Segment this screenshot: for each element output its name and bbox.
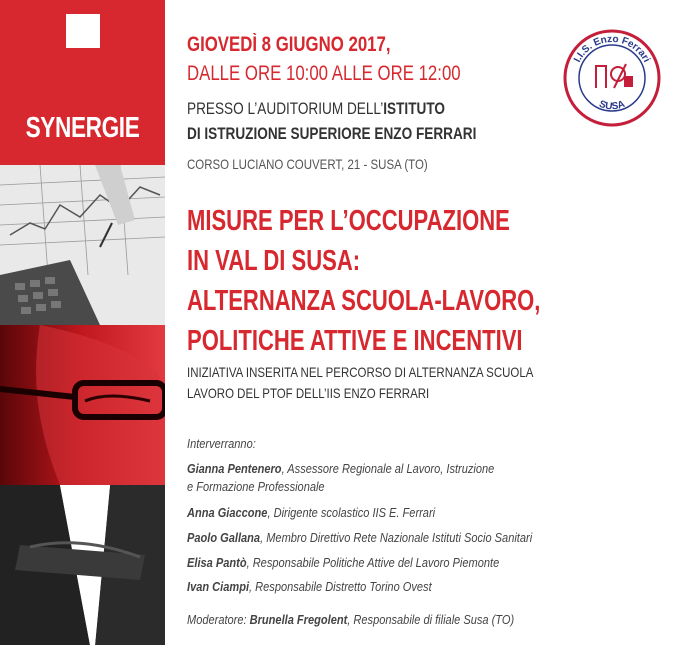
venue-bold: ISTITUTO: [383, 99, 445, 118]
speaker-row: [187, 555, 499, 570]
left-column: [0, 0, 165, 645]
speaker-role: , Dirigente scolastico IIS E. Ferrari: [267, 505, 436, 520]
logo-bottom-text: SUSA: [597, 98, 627, 113]
event-time: DALLE ORE 10:00 ALLE ORE 12:00: [187, 62, 461, 85]
speaker-role: , Membro Direttivo Rete Nazionale Istituti Socio Sanitari: [260, 530, 533, 545]
photo-eyes: [0, 325, 165, 485]
title-line-1: MISURE PER L’OCCUPAZIONE: [187, 205, 510, 237]
event-address: CORSO LUCIANO COUVERT, 21 - SUSA (TO): [187, 156, 428, 172]
speaker-name: Paolo Gallana: [187, 530, 261, 545]
moderator-label: Moderatore:: [187, 612, 250, 627]
event-date: GIOVEDÌ 8 GIUGNO 2017,: [187, 33, 391, 56]
speaker-row: [187, 505, 435, 520]
speaker-name: Anna Giaccone: [187, 505, 268, 520]
photo-suit: [0, 485, 165, 645]
moderator-role: , Responsabile di filiale Susa (TO): [347, 612, 515, 627]
speaker-row: [187, 461, 494, 476]
event-venue-line1: [187, 99, 445, 119]
logo-top-text: I.I.S. Enzo Ferrari: [572, 33, 652, 65]
speakers-header: Interverranno:: [187, 436, 256, 451]
moderator-row: [187, 612, 514, 627]
speaker-name: Elisa Pantò: [187, 555, 247, 570]
title-line-4: POLITICHE ATTIVE E INCENTIVI: [187, 325, 523, 357]
speaker-row: [187, 579, 432, 594]
title-line-2: IN VAL DI SUSA:: [187, 245, 361, 277]
speaker-role: , Assessore Regionale al Lavoro, Istruzione: [281, 461, 495, 476]
speaker-role: , Responsabile Distretto Torino Ovest: [249, 579, 432, 594]
speaker-role: , Responsabile Politiche Attive del Lavoro Piemonte: [246, 555, 500, 570]
speaker-name: Ivan Ciampi: [187, 579, 250, 594]
moderator-name: Brunella Fregolent: [249, 612, 348, 627]
brand-square-icon: [66, 14, 100, 48]
event-venue-line2: DI ISTRUZIONE SUPERIORE ENZO FERRARI: [187, 124, 477, 143]
initiative-line-2: LAVORO DEL PTOF DELL’IIS ENZO FERRARI: [187, 385, 430, 401]
title-line-3: ALTERNANZA SCUOLA-LAVORO,: [187, 285, 541, 317]
photo-finance: [0, 165, 165, 325]
school-logo: [562, 28, 662, 128]
initiative-line-1: INIZIATIVA INSERITA NEL PERCORSO DI ALTERNANZA SCUOLA: [187, 364, 534, 380]
venue-prefix: PRESSO L’AUDITORIUM DELL’: [187, 99, 384, 118]
speaker-role-cont: e Formazione Professionale: [187, 479, 325, 494]
speaker-row: [187, 530, 532, 545]
brand-name: SYNERGIE: [25, 112, 140, 144]
speaker-name: Gianna Pentenero: [187, 461, 282, 476]
school-crest-icon: [562, 28, 662, 128]
